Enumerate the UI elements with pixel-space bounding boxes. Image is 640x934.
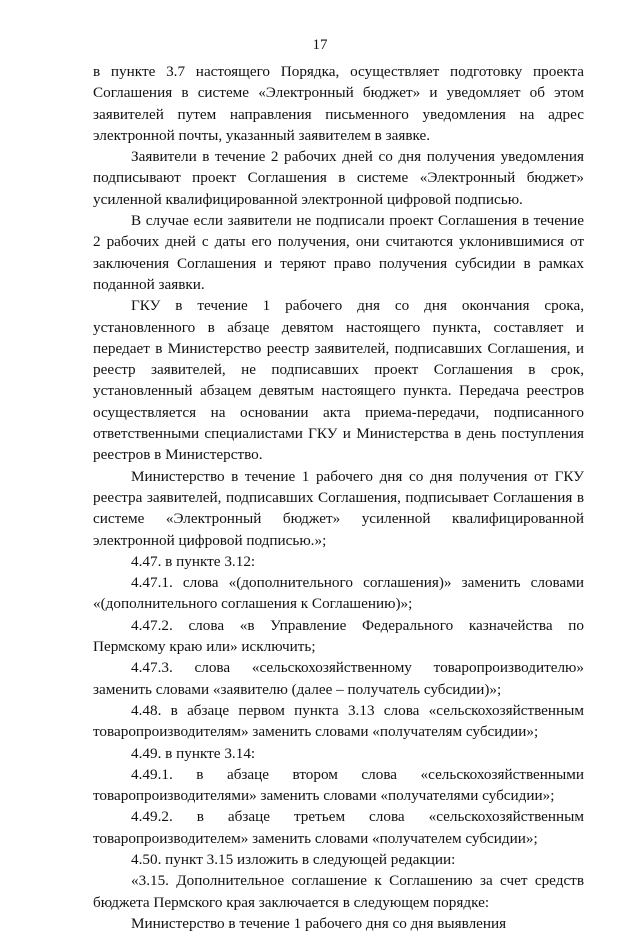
list-item: 4.47.1. слова «(дополнительного соглашения)» заменить словами «(дополнительного соглашения к Соглашению)»; [93,574,584,613]
list-item: 4.47.2. слова «в Управление Федерального казначейства по Пермскому краю или» исключить; [93,616,584,656]
list-item: 4.49. в пункте 3.14: [131,744,256,762]
paragraph: В случае если заявители не подписали проект Соглашения в течение 2 рабочих дней с даты его получения, они считаются уклонившимися от заключения Соглашения и теряют право получения субсидии в рамках поданной заявки. [93,212,584,293]
paragraph: в пункте 3.7 настоящего Порядка, осуществляет подготовку проекта Соглашения в системе «Электронный бюджет» и уведомляет об этом заявителей путем направления письменного уведомления на адрес электронной почты, указанный заявителем в заявке. [93,63,584,144]
list-item: 4.49.1. в абзаце втором слова «сельскохозяйственными товаропроизводителями» заменить словами «получателями субсидии»; [93,765,584,805]
list-item: 4.48. в абзаце первом пункта 3.13 слова «сельскохозяйственным товаропроизводителям» заменить словами «получателям субсидии»; [93,701,584,741]
list-item: 4.49.2. в абзаце третьем слова «сельскохозяйственным товаропроизводителем» заменить словами «получателем субсидии»; [93,808,584,847]
page-number: 17 [312,37,328,53]
list-item: 4.47.3. слова «сельскохозяйственному товаропроизводителю» заменить словами «заявителю (далее – получатель субсидии)»; [93,659,584,698]
paragraph: ГКУ в течение 1 рабочего дня со дня окончания срока, установленного в абзаце девятом настоящего пункта, составляет и передает в Министерство реестр заявителей, подписавших Соглашения, и реестр заявителей, не подписавших проект Соглашения в срок, установленный абзацем девятым настоящего пункта. Передача реестров осуществляется на основании акта приема-передачи, подписанного ответственными специалистами ГКУ и Министерства в день поступления реестров в Министерство. [93,297,584,464]
list-item: 4.47. в пункте 3.12: [131,552,256,570]
paragraph: Министерство в течение 1 рабочего дня со дня получения от ГКУ реестра заявителей, подписавших Соглашения, подписывает Соглашения в системе «Электронный бюджет» усиленной квалифицированной электронной цифровой подписью.»; [93,467,584,549]
document-body [93,61,584,934]
list-item: 4.50. пункт 3.15 изложить в следующей редакции: [131,850,456,868]
paragraph: Министерство в течение 1 рабочего дня со дня выявления [131,914,507,932]
paragraph: Заявители в течение 2 рабочих дней со дня получения уведомления подписывают проект Соглашения в системе «Электронный бюджет» усиленной квалифицированной электронной цифровой подписью. [93,148,584,208]
paragraph: «3.15. Дополнительное соглашение к Соглашению за счет средств бюджета Пермского края заключается в следующем порядке: [93,872,584,911]
